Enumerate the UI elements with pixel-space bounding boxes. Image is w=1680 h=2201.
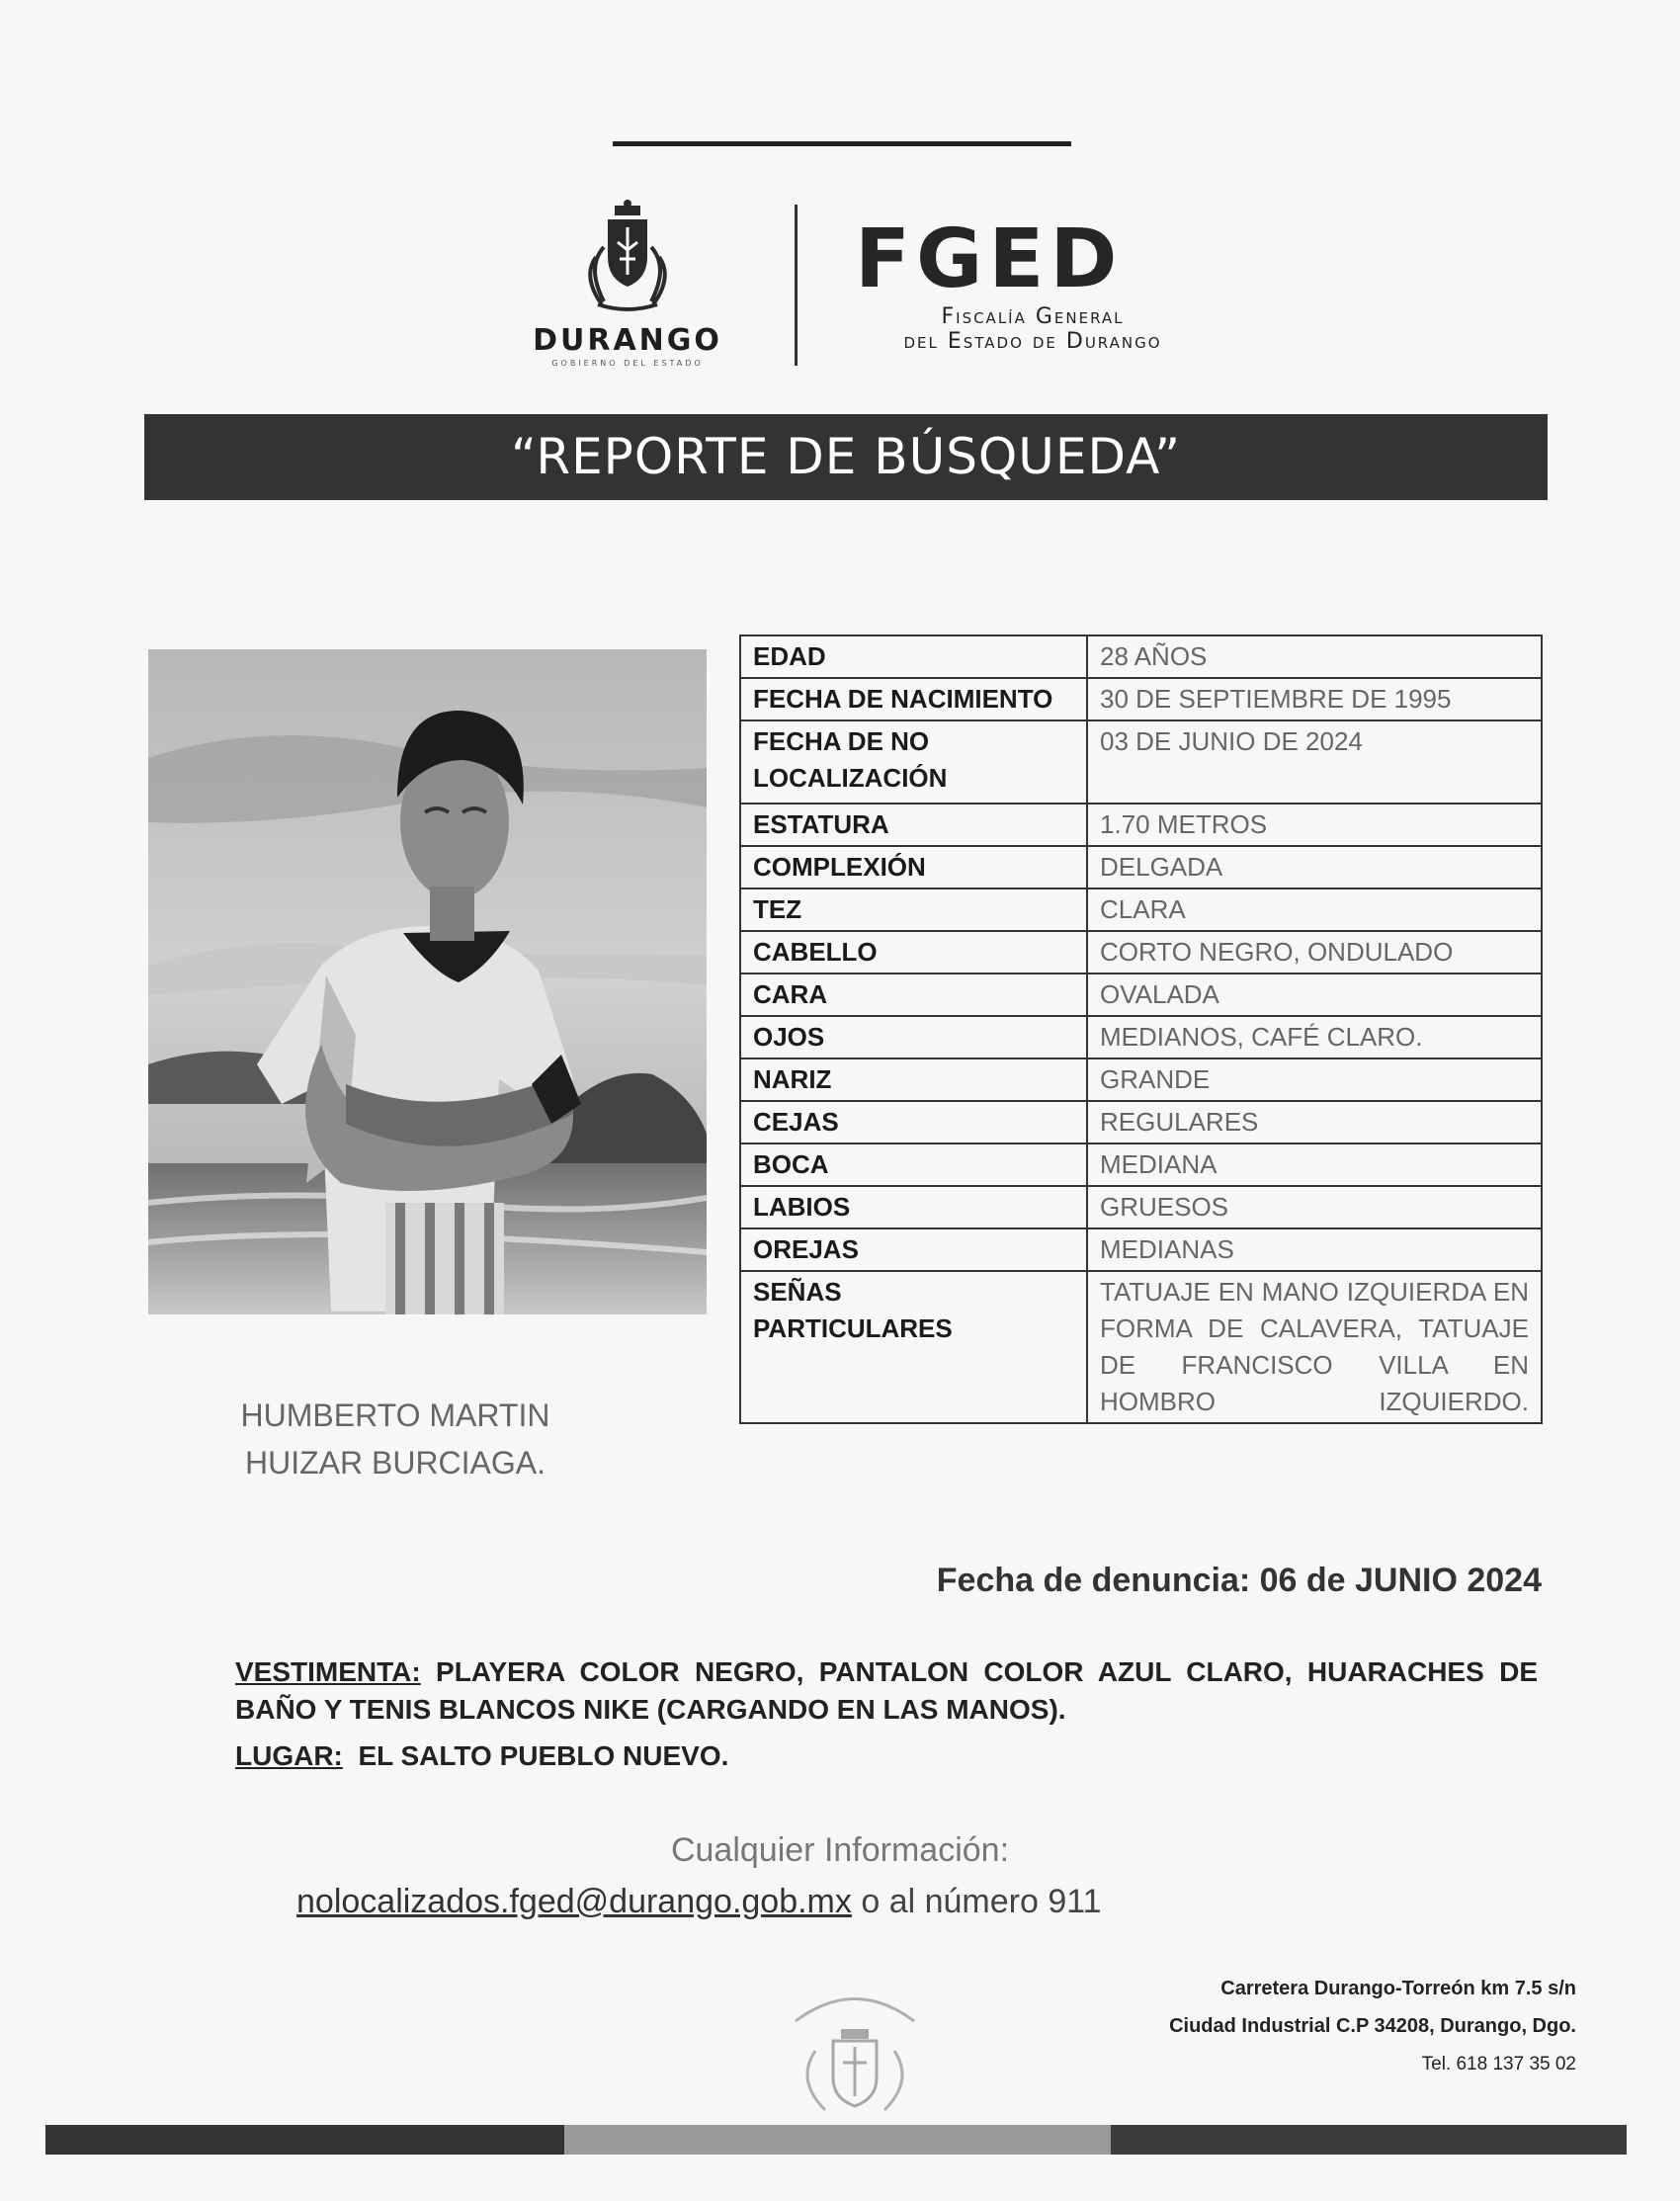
row-value: 28 AÑOS: [1087, 635, 1542, 678]
row-value: TATUAJE EN MANO IZQUIERDA EN FORMA DE CALAVERA, TATUAJE DE FRANCISCO VILLA EN HOMBRO IZQUIERDO.: [1087, 1271, 1542, 1423]
table-row: [740, 1271, 1542, 1423]
table-row: [740, 635, 1542, 678]
person-photo: [148, 649, 707, 1314]
lugar-label: LUGAR:: [235, 1740, 343, 1771]
row-label: SEÑAS PARTICULARES: [740, 1271, 1087, 1423]
row-value: 03 DE JUNIO DE 2024: [1087, 720, 1542, 804]
row-label: TEZ: [740, 889, 1087, 931]
durango-crest-icon: [568, 198, 687, 316]
table-row: [740, 931, 1542, 974]
table-row: [740, 1016, 1542, 1058]
table-row: [740, 1058, 1542, 1101]
address-line2: Ciudad Industrial C.P 34208, Durango, Dgo.: [1169, 2015, 1576, 2037]
row-label: FECHA DE NACIMIENTO: [740, 678, 1087, 720]
table-row: [740, 1143, 1542, 1186]
address-line1: Carretera Durango-Torreón km 7.5 s/n: [1220, 1978, 1576, 1999]
person-name-line1: HUMBERTO MARTIN: [240, 1397, 550, 1433]
table-row: [740, 889, 1542, 931]
durango-subtitle: GOBIERNO DEL ESTADO: [551, 359, 704, 368]
title-banner: [144, 414, 1548, 500]
row-value: MEDIANOS, CAFÉ CLARO.: [1087, 1016, 1542, 1058]
row-value: MEDIANA: [1087, 1143, 1542, 1186]
table-row: [740, 1101, 1542, 1143]
row-label: FECHA DE NO LOCALIZACIÓN: [740, 720, 1087, 804]
lugar-text: EL SALTO PUEBLO NUEVO.: [358, 1740, 729, 1771]
person-name-line2: HUIZAR BURCIAGA.: [244, 1445, 546, 1481]
fged-wordmark: FGED: [855, 212, 1124, 306]
bottom-seal-icon: [756, 1982, 954, 2130]
row-label: NARIZ: [740, 1058, 1087, 1101]
table-row: [740, 1228, 1542, 1271]
row-value: MEDIANAS: [1087, 1228, 1542, 1271]
row-label: CABELLO: [740, 931, 1087, 974]
denuncia-date: Fecha de denuncia: 06 de JUNIO 2024: [936, 1562, 1542, 1599]
row-label: BOCA: [740, 1143, 1087, 1186]
address-phone: Tel. 618 137 35 02: [1421, 2054, 1576, 2074]
table-row: [740, 846, 1542, 889]
row-value: GRANDE: [1087, 1058, 1542, 1101]
row-value: CORTO NEGRO, ONDULADO: [1087, 931, 1542, 974]
page-title: “REPORTE DE BÚSQUEDA”: [510, 428, 1182, 485]
table-row: [740, 720, 1542, 804]
row-label: CEJAS: [740, 1101, 1087, 1143]
durango-logo: [484, 198, 771, 376]
table-row: [740, 1186, 1542, 1228]
row-value: 1.70 METROS: [1087, 804, 1542, 846]
row-label: COMPLEXIÓN: [740, 846, 1087, 889]
table-row: [740, 804, 1542, 846]
row-label: OJOS: [740, 1016, 1087, 1058]
vestimenta-text: PLAYERA COLOR NEGRO, PANTALON COLOR AZUL CLARO, HUARACHES DE BAÑO Y TENIS BLANCOS NIKE (CARGANDO EN LAS MANOS).: [235, 1656, 1538, 1725]
row-value: DELGADA: [1087, 846, 1542, 889]
footer-bar-left: [45, 2125, 564, 2155]
footer-bar-right: [1111, 2125, 1627, 2155]
durango-wordmark: DURANGO: [533, 323, 722, 358]
logo-divider: [795, 205, 798, 366]
row-value: CLARA: [1087, 889, 1542, 931]
top-rule: [613, 141, 1071, 146]
person-name: [148, 1392, 642, 1486]
lugar-paragraph: [235, 1737, 1223, 1775]
vestimenta-paragraph: [235, 1653, 1538, 1729]
row-label: EDAD: [740, 635, 1087, 678]
row-label: LABIOS: [740, 1186, 1087, 1228]
address-block: [1038, 1970, 1576, 2084]
table-row: [740, 974, 1542, 1016]
vestimenta-label: VESTIMENTA:: [235, 1656, 421, 1687]
fged-subtitle-line1: Fiscalía General: [941, 304, 1125, 329]
row-value: GRUESOS: [1087, 1186, 1542, 1228]
contact-email-link[interactable]: nolocalizados.fged@durango.gob.mx: [296, 1883, 852, 1920]
row-value: 30 DE SEPTIEMBRE DE 1995: [1087, 678, 1542, 720]
contact-suffix: o al número 911: [861, 1883, 1102, 1920]
contact-heading: Cualquier Información:: [670, 1831, 1010, 1869]
person-photo-image: [148, 649, 707, 1314]
fged-subtitle-line2: del Estado de Durango: [903, 329, 1162, 354]
footer-bar-middle: [564, 2125, 1111, 2155]
details-table: [739, 635, 1543, 1424]
table-row: [740, 678, 1542, 720]
row-value: REGULARES: [1087, 1101, 1542, 1143]
contact-line: [296, 1883, 1384, 1921]
row-label: OREJAS: [740, 1228, 1087, 1271]
row-value: OVALADA: [1087, 974, 1542, 1016]
row-label: CARA: [740, 974, 1087, 1016]
row-label: ESTATURA: [740, 804, 1087, 846]
